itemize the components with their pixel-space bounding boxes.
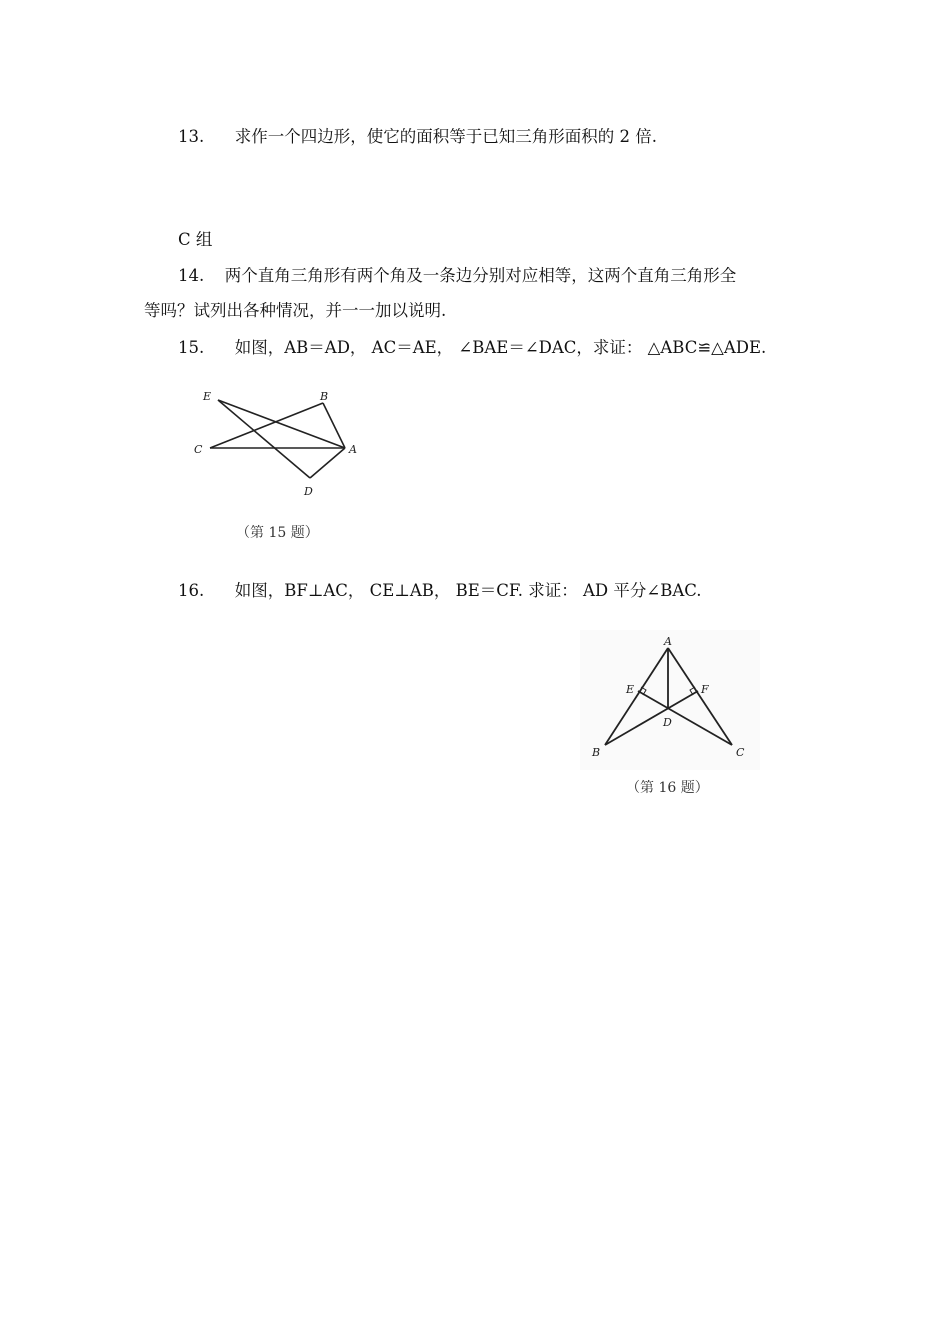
point-label-D: D bbox=[663, 716, 672, 729]
problem-number: 14. bbox=[178, 266, 205, 285]
point-label-D: D bbox=[304, 485, 313, 498]
point-label-C: C bbox=[736, 746, 745, 759]
problem-14-line1 bbox=[178, 265, 736, 287]
group-heading: C 组 bbox=[178, 230, 213, 249]
figure-16-caption: （第 16 题） bbox=[626, 780, 709, 796]
point-label-E: E bbox=[203, 390, 212, 403]
figure-15-diagram bbox=[190, 385, 370, 505]
point-label-B: B bbox=[592, 746, 601, 759]
point-label-A: A bbox=[349, 443, 357, 456]
problem-number: 15. bbox=[178, 338, 205, 357]
figure-16-diagram bbox=[580, 630, 760, 770]
point-label-B: B bbox=[320, 390, 329, 403]
problem-text: 如图，AB＝AD， AC＝AE， ∠BAE＝∠DAC，求证： △ABC≌△ADE. bbox=[234, 338, 767, 357]
problem-15 bbox=[178, 337, 766, 359]
problem-14-line2: 等吗？试列出各种情况，并一一加以说明. bbox=[144, 301, 447, 320]
point-label-A: A bbox=[664, 635, 672, 648]
figure-15 bbox=[190, 385, 370, 505]
problem-text: 求作一个四边形，使它的面积等于已知三角形面积的 2 倍. bbox=[234, 127, 657, 146]
point-label-E: E bbox=[626, 683, 635, 696]
segment-DA bbox=[310, 448, 345, 478]
problem-13 bbox=[178, 126, 657, 148]
problem-16 bbox=[178, 580, 702, 602]
figure-15-caption: （第 15 题） bbox=[236, 525, 319, 541]
problem-text: 如图，BF⊥AC， CE⊥AB， BE＝CF. 求证： AD 平分∠BAC. bbox=[234, 581, 702, 600]
point-label-F: F bbox=[701, 683, 709, 696]
point-label-C: C bbox=[194, 443, 203, 456]
problem-number: 13. bbox=[178, 127, 205, 146]
problem-text: 两个直角三角形有两个角及一条边分别对应相等，这两个直角三角形全 bbox=[224, 266, 737, 285]
segment-EA bbox=[218, 400, 345, 448]
problem-number: 16. bbox=[178, 581, 205, 600]
figure-16 bbox=[580, 630, 760, 770]
